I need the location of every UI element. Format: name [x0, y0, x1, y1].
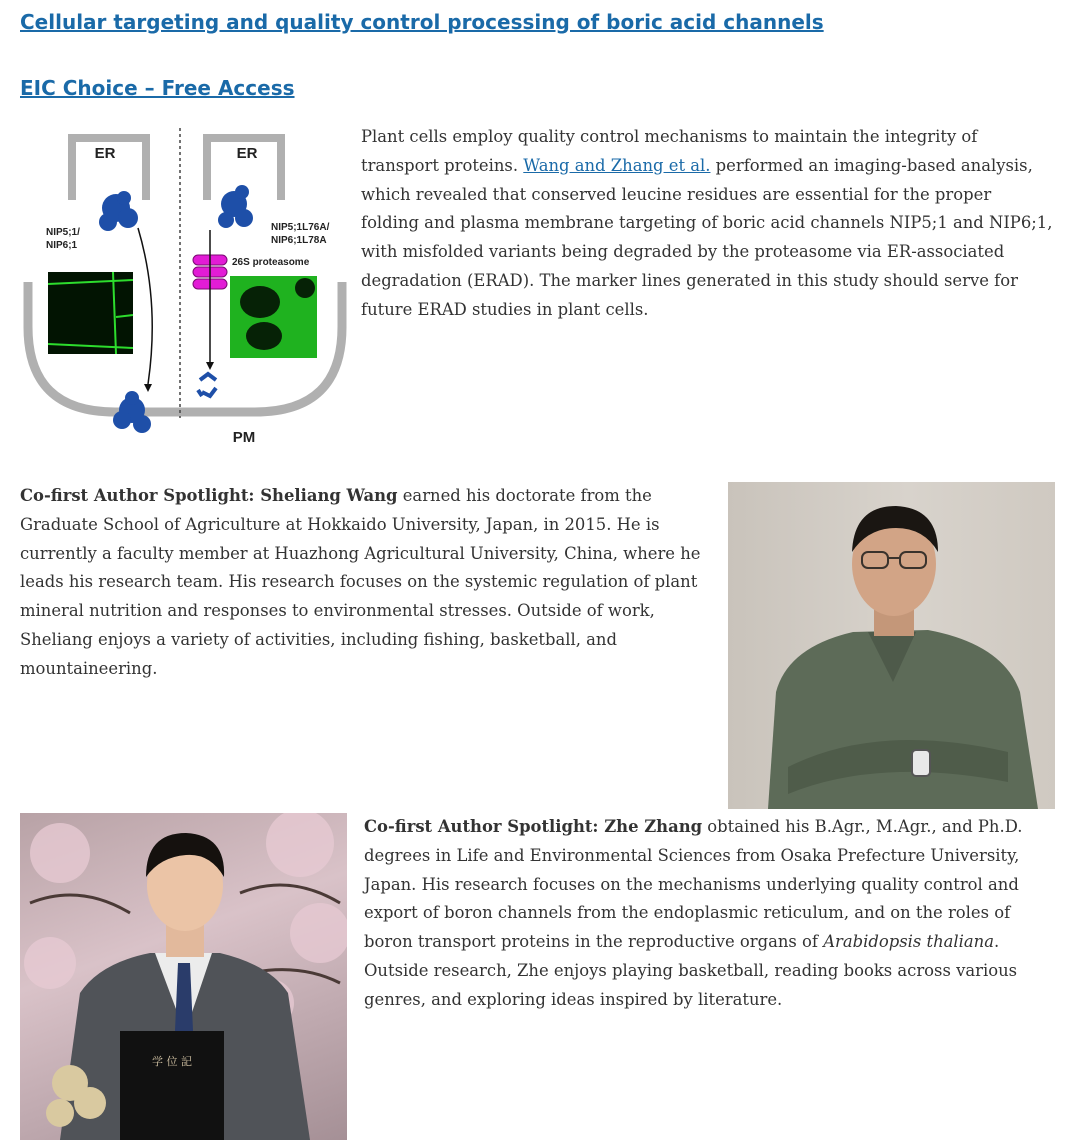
nip-wildtype-label-1: NIP5;1/: [46, 227, 80, 238]
article-title-link[interactable]: Cellular targeting and quality control processing of boric acid channels: [20, 10, 824, 34]
graphical-abstract-figure: [20, 122, 350, 450]
pm-label: PM: [232, 429, 256, 446]
proteasome-label: 26S proteasome: [232, 257, 310, 268]
nip-wildtype-label-2: NIP6;1: [46, 240, 78, 251]
er-right-label: ER: [236, 145, 258, 162]
author-spotlight-wang: [20, 482, 710, 684]
portrait-zhang-svg: [20, 813, 347, 1140]
zhe-zhang-photo: [20, 813, 347, 1140]
authors-link[interactable]: Wang and Zhang et al.: [523, 155, 711, 175]
graphical-abstract-svg: [20, 122, 350, 450]
degradation-arrowhead: [206, 362, 214, 370]
spotlight-zhang-bio-2: . Outside research, Zhe enjoys playing basketball, reading books across various genres, and exploring ideas inspired by literature.: [364, 932, 1018, 1009]
article-summary: [361, 123, 1053, 325]
sheliang-wang-photo: [728, 482, 1055, 809]
portrait-wang-svg: [728, 482, 1055, 809]
species-name: Arabidopsis thaliana: [823, 932, 995, 952]
spotlight-wang-bio: earned his doctorate from the Graduate School of Agriculture at Hokkaido University, Japan, in 2015. He is currently a faculty member at Huazhong Agricultural University, China, where he leads his research team. His research focuses on the systemic regulation of plant mineral nutrition and responses to environmental stresses. Outside of work, Sheliang enjoys a variety of activities, including fishing, basketball, and mountaineering.: [20, 486, 701, 678]
spotlight-wang-heading: Co-first Author Spotlight: Sheliang Wang: [20, 486, 398, 505]
diploma-text: 学 位 記: [152, 1055, 192, 1068]
nip-mutant-label-1: NIP5;1L76A/: [271, 222, 330, 233]
spotlight-zhang-bio-1: obtained his B.Agr., M.Agr., and Ph.D. degrees in Life and Environmental Sciences from Osaka Prefecture University, Japan. His research focuses on the mechanisms underlying quality control and export of boron channels from the endoplasmic reticulum, and on the roles of boron transport proteins in the reproductive organs of: [364, 817, 1023, 952]
summary-text-1: Plant cells employ quality control mechanisms to maintain the integrity of transport proteins.: [361, 127, 978, 175]
protein-structure-right: [218, 185, 253, 228]
author-spotlight-zhang: [364, 813, 1054, 1015]
trafficking-arrowhead: [144, 384, 152, 392]
trafficking-arrow: [138, 228, 152, 384]
er-left-label: ER: [94, 145, 116, 162]
spotlight-zhang-heading: Co-first Author Spotlight: Zhe Zhang: [364, 817, 703, 836]
degraded-fragments-icon: [198, 374, 216, 396]
er-left-box: [68, 134, 150, 200]
nip-mutant-label-2: NIP6;1L78A: [271, 235, 327, 246]
protein-structure-left: [99, 191, 138, 231]
summary-text-2: performed an imaging-based analysis, which revealed that conserved leucine residues are essential for the proper folding and plasma membrane targeting of boric acid channels NIP5;1 and NIP6;1, with misfolded variants being degraded by the proteasome via ER-associated degradation (ERAD). The marker lines generated in this study should serve for future ERAD studies in plant cells.: [361, 155, 1053, 319]
eic-choice-link[interactable]: EIC Choice – Free Access: [20, 76, 295, 100]
